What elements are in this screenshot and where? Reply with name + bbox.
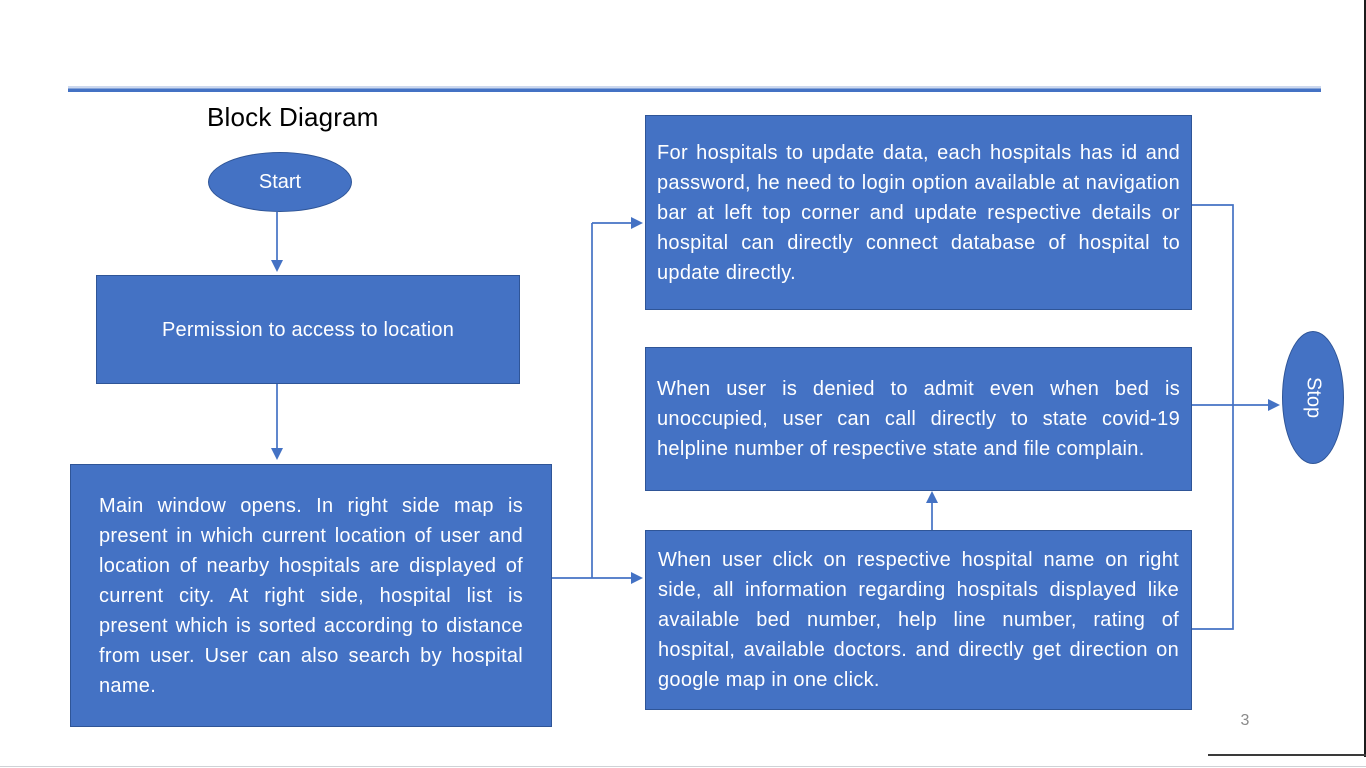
hospital-info-node-text: When user click on respective hospital name on right side, all information regarding hospitals displayed like available bed number, help line number, rating of hospital, available doctors. and directly get direction on google map in one click. bbox=[658, 549, 1179, 691]
stop-node-label: Stop bbox=[1302, 376, 1325, 419]
page-number: 3 bbox=[1240, 712, 1250, 729]
window-edge-corner-line bbox=[1208, 754, 1366, 756]
connector-update-info-elbow bbox=[1192, 205, 1233, 629]
connector-start-to-permission bbox=[271, 212, 283, 272]
start-node-label: Start bbox=[258, 170, 302, 193]
permission-node-label: Permission to access to location bbox=[161, 318, 455, 341]
hospital-update-node bbox=[645, 115, 1192, 310]
title-accent-line bbox=[68, 86, 1321, 92]
connector-main-to-hospital-info bbox=[552, 572, 643, 584]
connector-permission-to-main bbox=[271, 384, 283, 460]
permission-node bbox=[96, 275, 520, 384]
hospital-info-node bbox=[645, 530, 1192, 710]
helpline-node bbox=[645, 347, 1192, 491]
connector-info-to-helpline bbox=[926, 491, 938, 530]
main-window-node bbox=[70, 464, 552, 727]
stop-node bbox=[1282, 331, 1344, 464]
connector-helpline-to-stop bbox=[1192, 399, 1280, 411]
connector-main-to-hospital-update bbox=[592, 217, 643, 578]
main-window-node-text: Main window opens. In right side map is present in which current location of user and location of nearby hospitals are displayed of current city. At right side, hospital list is present which is sorted according to distance from user. User can also search by hospital name. bbox=[99, 494, 523, 697]
helpline-node-text: When user is denied to admit even when bed is unoccupied, user can call directly to state covid-19 helpline number of respective state and file complain. bbox=[657, 378, 1180, 460]
window-edge-bottom-line bbox=[0, 766, 1366, 767]
start-node bbox=[208, 152, 352, 212]
hospital-update-node-text: For hospitals to update data, each hospitals has id and password, he need to login option available at navigation bar at left top corner and update respective details or hospital can directly connect database of hospital to update directly. bbox=[657, 141, 1180, 284]
page-title: Block Diagram bbox=[207, 102, 379, 132]
